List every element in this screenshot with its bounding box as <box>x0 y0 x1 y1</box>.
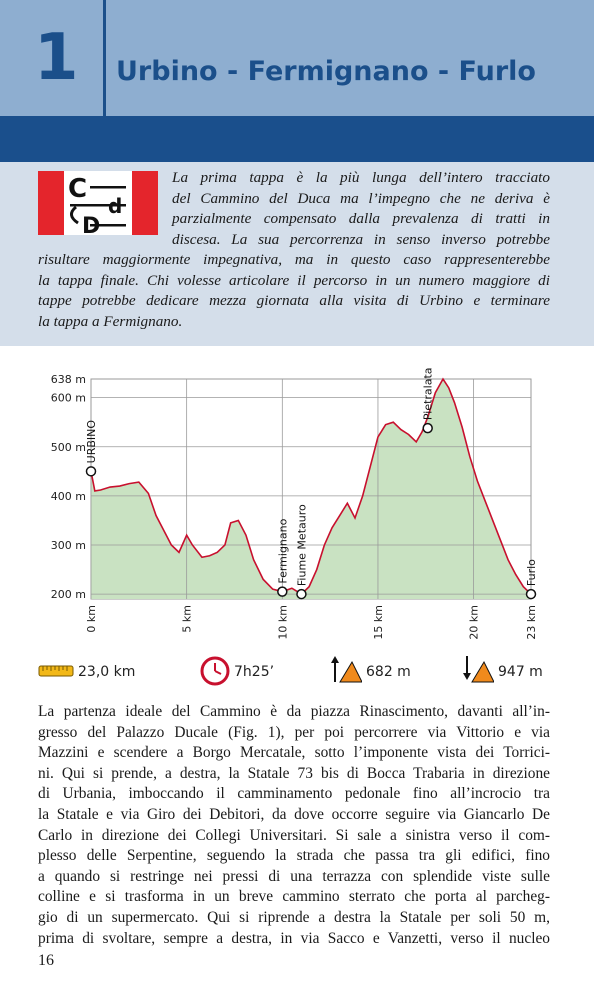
x-tick-label: 0 km <box>85 605 98 633</box>
body-line: plesso delle Serpentine, seguendo la strada che passa tra gli edifici, fino <box>38 847 550 865</box>
waypoint-marker <box>278 587 287 596</box>
logo-letter-c: C <box>68 174 88 204</box>
descent-icon <box>462 654 494 684</box>
intro-line: discesa. La sua percorrenza in senso inverso potrebbe <box>172 230 550 248</box>
ascent-icon <box>330 654 362 684</box>
stage-header <box>0 0 594 116</box>
elevation-profile-chart <box>0 360 594 650</box>
time-value: 7h25’ <box>234 664 275 680</box>
distance-value: 23,0 km <box>78 664 136 680</box>
x-tick-label: 23 km <box>525 605 538 640</box>
header-band <box>0 116 594 162</box>
waypoint-marker <box>423 424 432 433</box>
y-tick-label: 300 m <box>50 538 86 552</box>
body-line: ni. Qui si prende, a destra, la Statale 73 bis di Bocca Trabaria in direzione <box>38 764 550 782</box>
stage-stats <box>0 650 594 694</box>
intro-text <box>38 168 550 332</box>
x-tick-label: 10 km <box>276 605 290 640</box>
waypoint-label: Fermignano <box>276 518 290 584</box>
y-tick-label: 500 m <box>50 440 86 454</box>
body-line: La partenza ideale del Cammino è da piazza Rinascimento, davanti all’in- <box>38 703 550 720</box>
body-line: gio di un supermercato. Qui si riprende a destra la Statale per soli 50 m, <box>38 908 550 926</box>
stage-title: Urbino - Fermignano - Furlo <box>116 56 536 87</box>
page-number: 16 <box>38 952 54 969</box>
body-text <box>38 702 550 949</box>
intro-line: La prima tappa è la più lunga dell’intero tracciato <box>172 169 550 186</box>
waypoint-label: Fiume Metauro <box>295 504 309 587</box>
body-line: prima di svoltare, sempre a destra, in via Sacco e Vanzetti, verso il nucleo <box>38 929 550 947</box>
body-line: di Urbania, imboccando il camminamento pedonale fino all’incrocio tra <box>38 785 550 803</box>
waypoint-marker <box>527 590 536 599</box>
body-line: la Statale e via Giro dei Debitori, da dove occorre seguire via Giancarlo De <box>38 805 550 823</box>
logo-letter-d: D <box>82 214 101 235</box>
intro-line: parzialmente compensato dalla prevalenza di tratti in <box>172 210 550 227</box>
body-line: Carlo in direzione dei Collegi Universitari. Si sale a sinistra verso il com- <box>38 826 550 844</box>
body-line: gresso del Palazzo Ducale (Fig. 1), per poi percorrere via Vittorio e via <box>38 723 550 741</box>
x-tick-label: 15 km <box>371 605 385 640</box>
waypoint-marker <box>297 590 306 599</box>
ascent-value: 682 m <box>366 664 411 680</box>
y-tick-label: 200 m <box>50 588 86 602</box>
logo-letter-d-small: d <box>108 194 123 218</box>
ruler-icon <box>38 664 74 678</box>
descent-value: 947 m <box>498 664 543 680</box>
intro-line: del Cammino del Duca ma l’impegno che ne deriva è <box>172 189 550 207</box>
intro-line: tappe potrebbe dedicare mezza giornata alla visita di Urbino e terminare <box>38 292 550 309</box>
y-tick-label: 600 m <box>50 391 86 405</box>
body-line: a quando si restringe nei pressi di una terrazza con splendide viste sulle <box>38 867 550 885</box>
x-tick-label: 5 km <box>180 605 194 633</box>
waypoint-marker <box>87 467 96 476</box>
intro-line: la tappa a Fermignano. <box>38 312 183 330</box>
x-tick-label: 20 km <box>467 605 481 640</box>
y-tick-label: 638 m <box>50 373 86 386</box>
intro-line: la tappa finale. Chi volesse articolare il percorso in un numero maggiore di <box>38 271 550 289</box>
clock-icon <box>200 656 230 686</box>
body-line: colline e si trasforma in un breve cammino sterrato che porta al parcheg- <box>38 888 550 906</box>
waypoint-label: Pietralata <box>421 367 435 421</box>
waypoint-label: URBINO <box>85 419 98 464</box>
intro-line: risultare maggiormente impegnativa, ma in questo caso rappresenterebbe <box>38 251 550 268</box>
waypoint-label: Furlo <box>525 559 538 587</box>
body-line: Mazzini e scendere a Borgo Mercatale, sotto l’imponente vista dei Torrici- <box>38 744 550 762</box>
y-tick-label: 400 m <box>50 489 86 503</box>
stage-number: 1 <box>34 21 79 95</box>
header-divider <box>103 0 106 116</box>
